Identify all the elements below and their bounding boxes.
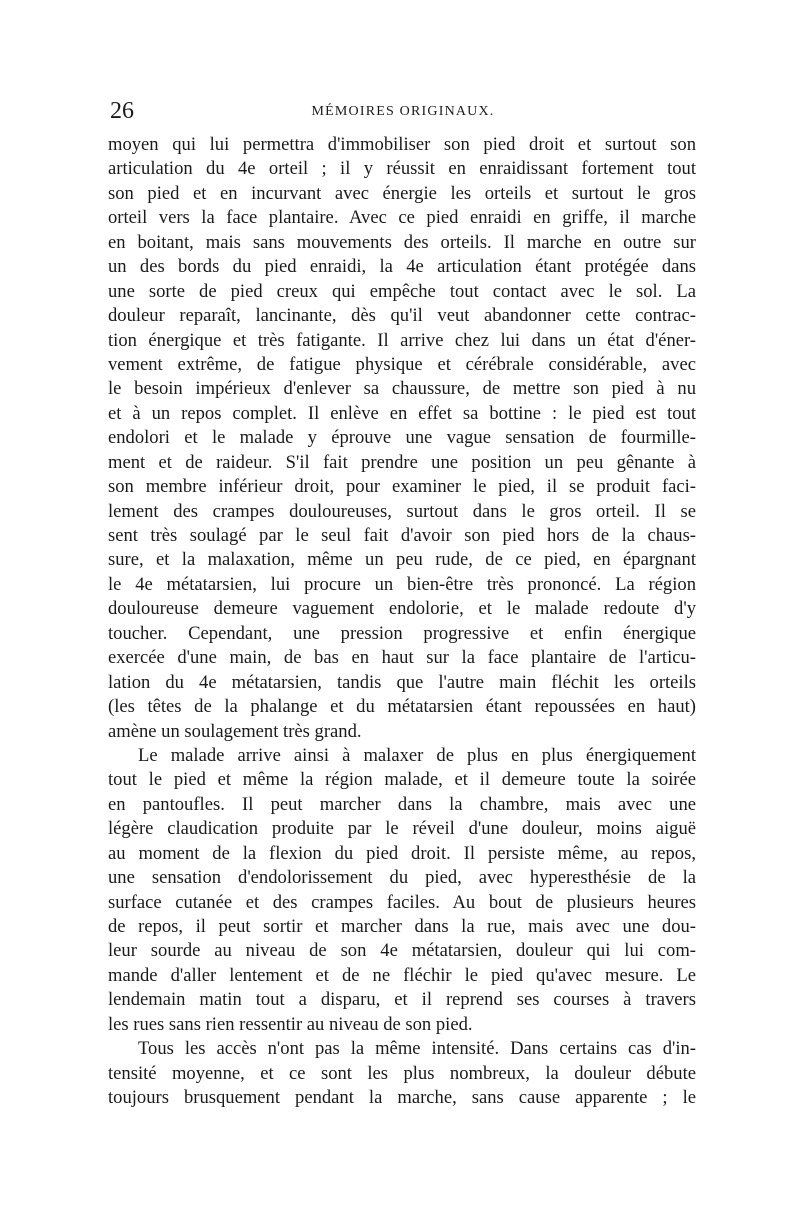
text-line: en pantoufles. Il peut marcher dans la chambre, mais avec une xyxy=(108,793,696,815)
text-line: mande d'aller lentement et de ne fléchir le pied qu'avec mesure. Le xyxy=(108,964,696,986)
text-line: toujours brusquement pendant la marche, sans cause apparente ; le xyxy=(108,1087,696,1109)
text-line: les rues sans rien ressentir au niveau de son pied. xyxy=(108,1013,473,1035)
text-line: lation du 4e métatarsien, tandis que l'autre main fléchit les orteils xyxy=(108,671,696,693)
text-line: douleur reparaît, lancinante, dès qu'il veut abandonner cette contrac- xyxy=(108,305,696,327)
text-line: (les têtes de la phalange et du métatarsien étant repoussées en haut) xyxy=(108,696,696,718)
text-line: Tous les accès n'ont pas la même intensité. Dans certains cas d'in- xyxy=(138,1038,696,1060)
text-line: orteil vers la face plantaire. Avec ce pied enraidi en griffe, il marche xyxy=(108,207,696,229)
text-line: vement extrême, de fatigue physique et cérébrale considérable, avec xyxy=(108,353,696,375)
paragraph xyxy=(108,744,696,1037)
text-line: une sorte de pied creux qui empêche tout contact avec le sol. La xyxy=(108,280,696,302)
text-line: son pied et en incurvant avec énergie les orteils et surtout le gros xyxy=(108,182,696,204)
text-line: une sensation d'endolorissement du pied, avec hyperesthésie de la xyxy=(108,867,696,889)
paragraph xyxy=(108,1037,696,1110)
page-header xyxy=(110,96,696,126)
text-line: moyen qui lui permettra d'immobiliser son pied droit et surtout son xyxy=(108,134,696,155)
text-line: endolori et le malade y éprouve une vague sensation de fourmille- xyxy=(108,427,696,449)
text-line: le besoin impérieux d'enlever sa chaussure, de mettre son pied à nu xyxy=(108,378,696,400)
text-line: toucher. Cependant, une pression progressive et enfin énergique xyxy=(108,622,696,644)
text-line: Le malade arrive ainsi à malaxer de plus en plus énergiquement xyxy=(138,744,696,766)
body-text xyxy=(108,133,696,1111)
text-line: lement des crampes douloureuses, surtout dans le gros orteil. Il se xyxy=(108,500,696,522)
text-line: sure, et la malaxation, même un peu rude, de ce pied, en épargnant xyxy=(108,549,696,571)
text-line: au moment de la flexion du pied droit. Il persiste même, au repos, xyxy=(108,842,696,864)
text-line: et à un repos complet. Il enlève en effet sa bottine : le pied est tout xyxy=(108,402,696,424)
text-line: articulation du 4e orteil ; il y réussit en enraidissant fortement tout xyxy=(108,158,696,180)
page-number: 26 xyxy=(110,98,134,124)
text-line: un des bords du pied enraidi, la 4e articulation étant protégée dans xyxy=(108,256,696,278)
text-line: en boitant, mais sans mouvements des orteils. Il marche en outre sur xyxy=(108,231,696,253)
text-line: douloureuse demeure vaguement endolorie, et le malade redoute d'y xyxy=(108,598,696,620)
paragraph xyxy=(108,133,696,744)
text-line: de repos, il peut sortir et marcher dans la rue, mais avec une dou- xyxy=(108,916,696,937)
text-line: le 4e métatarsien, lui procure un bien-être très prononcé. La région xyxy=(108,573,696,595)
text-line: tensité moyenne, et ce sont les plus nombreux, la douleur débute xyxy=(108,1062,696,1084)
text-line: tout le pied et même la région malade, et il demeure toute la soirée xyxy=(108,769,696,791)
text-line: surface cutanée et des crampes faciles. Au bout de plusieurs heures xyxy=(108,891,696,913)
text-line: tion énergique et très fatigante. Il arrive chez lui dans un état d'éner- xyxy=(108,329,696,351)
text-line: légère claudication produite par le réveil d'une douleur, moins aiguë xyxy=(108,818,696,840)
text-line: lendemain matin tout a disparu, et il reprend ses courses à travers xyxy=(108,989,696,1011)
text-line: sent très soulagé par le seul fait d'avoir son pied hors de la chaus- xyxy=(108,525,696,546)
text-line: exercée d'une main, de bas en haut sur la face plantaire de l'articu- xyxy=(108,647,696,669)
text-line: amène un soulagement très grand. xyxy=(108,720,362,742)
text-line: ment et de raideur. S'il fait prendre une position un peu gênante à xyxy=(108,451,696,473)
text-line: son membre inférieur droit, pour examiner le pied, il se produit faci- xyxy=(108,476,696,498)
text-line: leur sourde au niveau de son 4e métatarsien, douleur qui lui com- xyxy=(108,940,696,962)
running-head: MÉMOIRES ORIGINAUX. xyxy=(311,104,495,119)
